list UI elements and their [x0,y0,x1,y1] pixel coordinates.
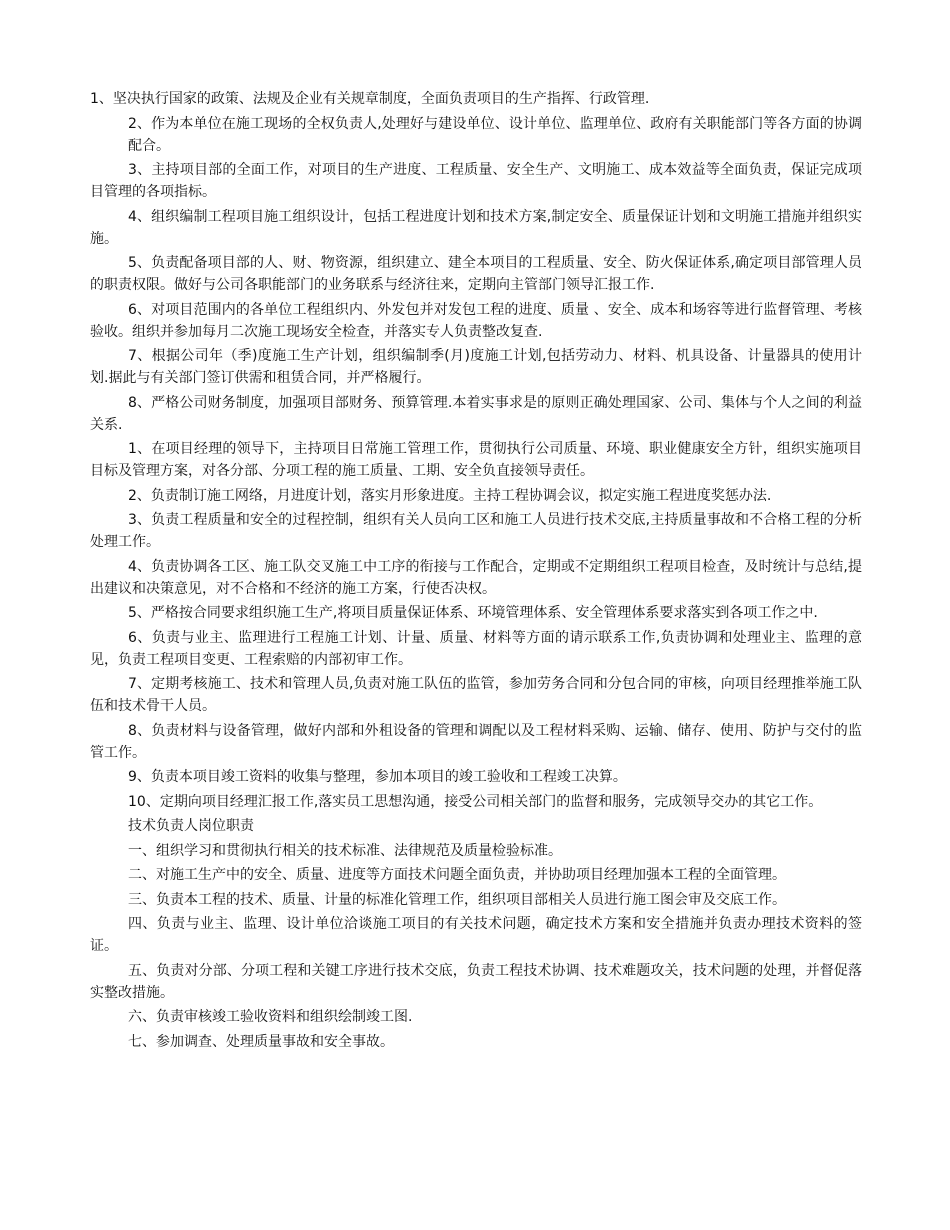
paragraph: 10、定期向项目经理汇报工作,落实员工思想沟通，接受公司相关部门的监督和服务，完成领导交办的其它工作。 [128,793,823,810]
paragraph: 七、参加调查、处理质量事故和安全事故。 [128,1033,394,1050]
paragraph: 一、组织学习和贯彻执行相关的技术标准、法律规范及质量检验标准。 [128,842,562,859]
paragraph: 4、组织编制工程项目施工组织设计，包括工程进度计划和技术方案,制定安全、质量保证计划和文明施工措施并组织实施。 [90,208,862,247]
paragraph: 8、严格公司财务制度，加强项目部财务、预算管理.本着实事求是的原则正确处理国家、公司、集体与个人之间的利益关系. [90,394,862,433]
paragraph: 6、对项目范围内的各单位工程组织内、外发包并对发包工程的进度、质量 、安全、成本和场容等进行监督管理、考核验收。组织并参加每月二次施工现场安全检查，并落实专人负责整改复查. [90,301,862,340]
paragraph: 7、定期考核施工、技术和管理人员,负责对施工队伍的监管，参加劳务合同和分包合同的审核，向项目经理推举施工队伍和技术骨干人员。 [90,676,862,714]
paragraph: 7、根据公司年（季)度施工生产计划，组织编制季(月)度施工计划,包括劳动力、材料、机具设备、计量器具的使用计划.据此与有关部门签订供需和租赁合同，并严格履行。 [90,348,862,386]
paragraph: 5、严格按合同要求组织施工生产,将项目质量保证体系、环境管理体系、安全管理体系要求落实到各项工作之中. [128,605,818,621]
paragraph: 8、负责材料与设备管理，做好内部和外租设备的管理和调配以及工程材料采购、运输、储存、使用、防护与交付的监管工作。 [90,722,862,761]
paragraph: 5、负责配备项目部的人、财、物资源，组织建立、建全本项目的工程质量、安全、防火保证体系,确定项目部管理人员的职责权限。做好与公司各职能部门的业务联系与经济往来，定期向主管部门领导汇报工作. [90,255,862,293]
paragraph: 2、负责制订施工网络，月进度计划，落实月形象进度。主持工程协调会议，拟定实施工程进度奖惩办法. [128,487,772,504]
paragraph: 2、作为本单位在施工现场的全权负责人,处理好与建设单位、设计单位、监理单位、政府有关职能部门等各方面的协调配合。 [128,115,862,154]
paragraph: 1、在项目经理的领导下，主持项目日常施工管理工作，贯彻执行公司质量、环境、职业健康安全方针，组织实施项目目标及管理方案，对各分部、分项工程的施工质量、工期、安全负直接领导责任。 [90,441,862,479]
document-page [90,88,862,1055]
paragraph: 四、负责与业主、监理、设计单位洽谈施工项目的有关技术问题，确定技术方案和安全措施并负责办理技术资料的签证。 [90,916,862,954]
paragraph: 6、负责与业主、监理进行工程施工计划、计量、质量、材料等方面的请示联系工作,负责协调和处理业主、监理的意见，负责工程项目变更、工程索赔的内部初审工作。 [90,629,862,668]
paragraph: 3、负责工程质量和安全的过程控制，组织有关人员向工区和施工人员进行技术交底,主持质量事故和不合格工程的分析处理工作。 [90,512,862,550]
paragraph: 4、负责协调各工区、施工队交叉施工中工序的衔接与工作配合，定期或不定期组织工程项目检查，及时统计与总结,提出建议和决策意见，对不合格和不经济的施工方案，行使否决权。 [90,558,862,597]
section-heading: 技术负责人岗位职责 [128,818,254,834]
paragraph: 9、负责本项目竣工资料的收集与整理，参加本项目的竣工验收和工程竣工决算。 [128,769,627,785]
paragraph: 五、负责对分部、分项工程和关键工序进行技术交底，负责工程技术协调、技术难题攻关，技术问题的处理，并督促落实整改措施。 [90,962,862,1001]
paragraph: 三、负责本工程的技术、质量、计量的标准化管理工作，组织项目部相关人员进行施工图会审及交底工作。 [128,891,786,908]
paragraph: 二、对施工生产中的安全、质量、进度等方面技术问题全面负责，并协助项目经理加强本工程的全面管理。 [128,867,786,883]
paragraph: 六、负责审核竣工验收资料和组织绘制竣工图. [128,1009,413,1025]
paragraph: 1、坚决执行国家的政策、法规及企业有关规章制度，全面负责项目的生产指挥、行政管理. [90,91,650,107]
paragraph: 3、主持项目部的全面工作，对项目的生产进度、工程质量、安全生产、文明施工、成本效益等全面负责，保证完成项目管理的各项指标。 [90,162,862,200]
